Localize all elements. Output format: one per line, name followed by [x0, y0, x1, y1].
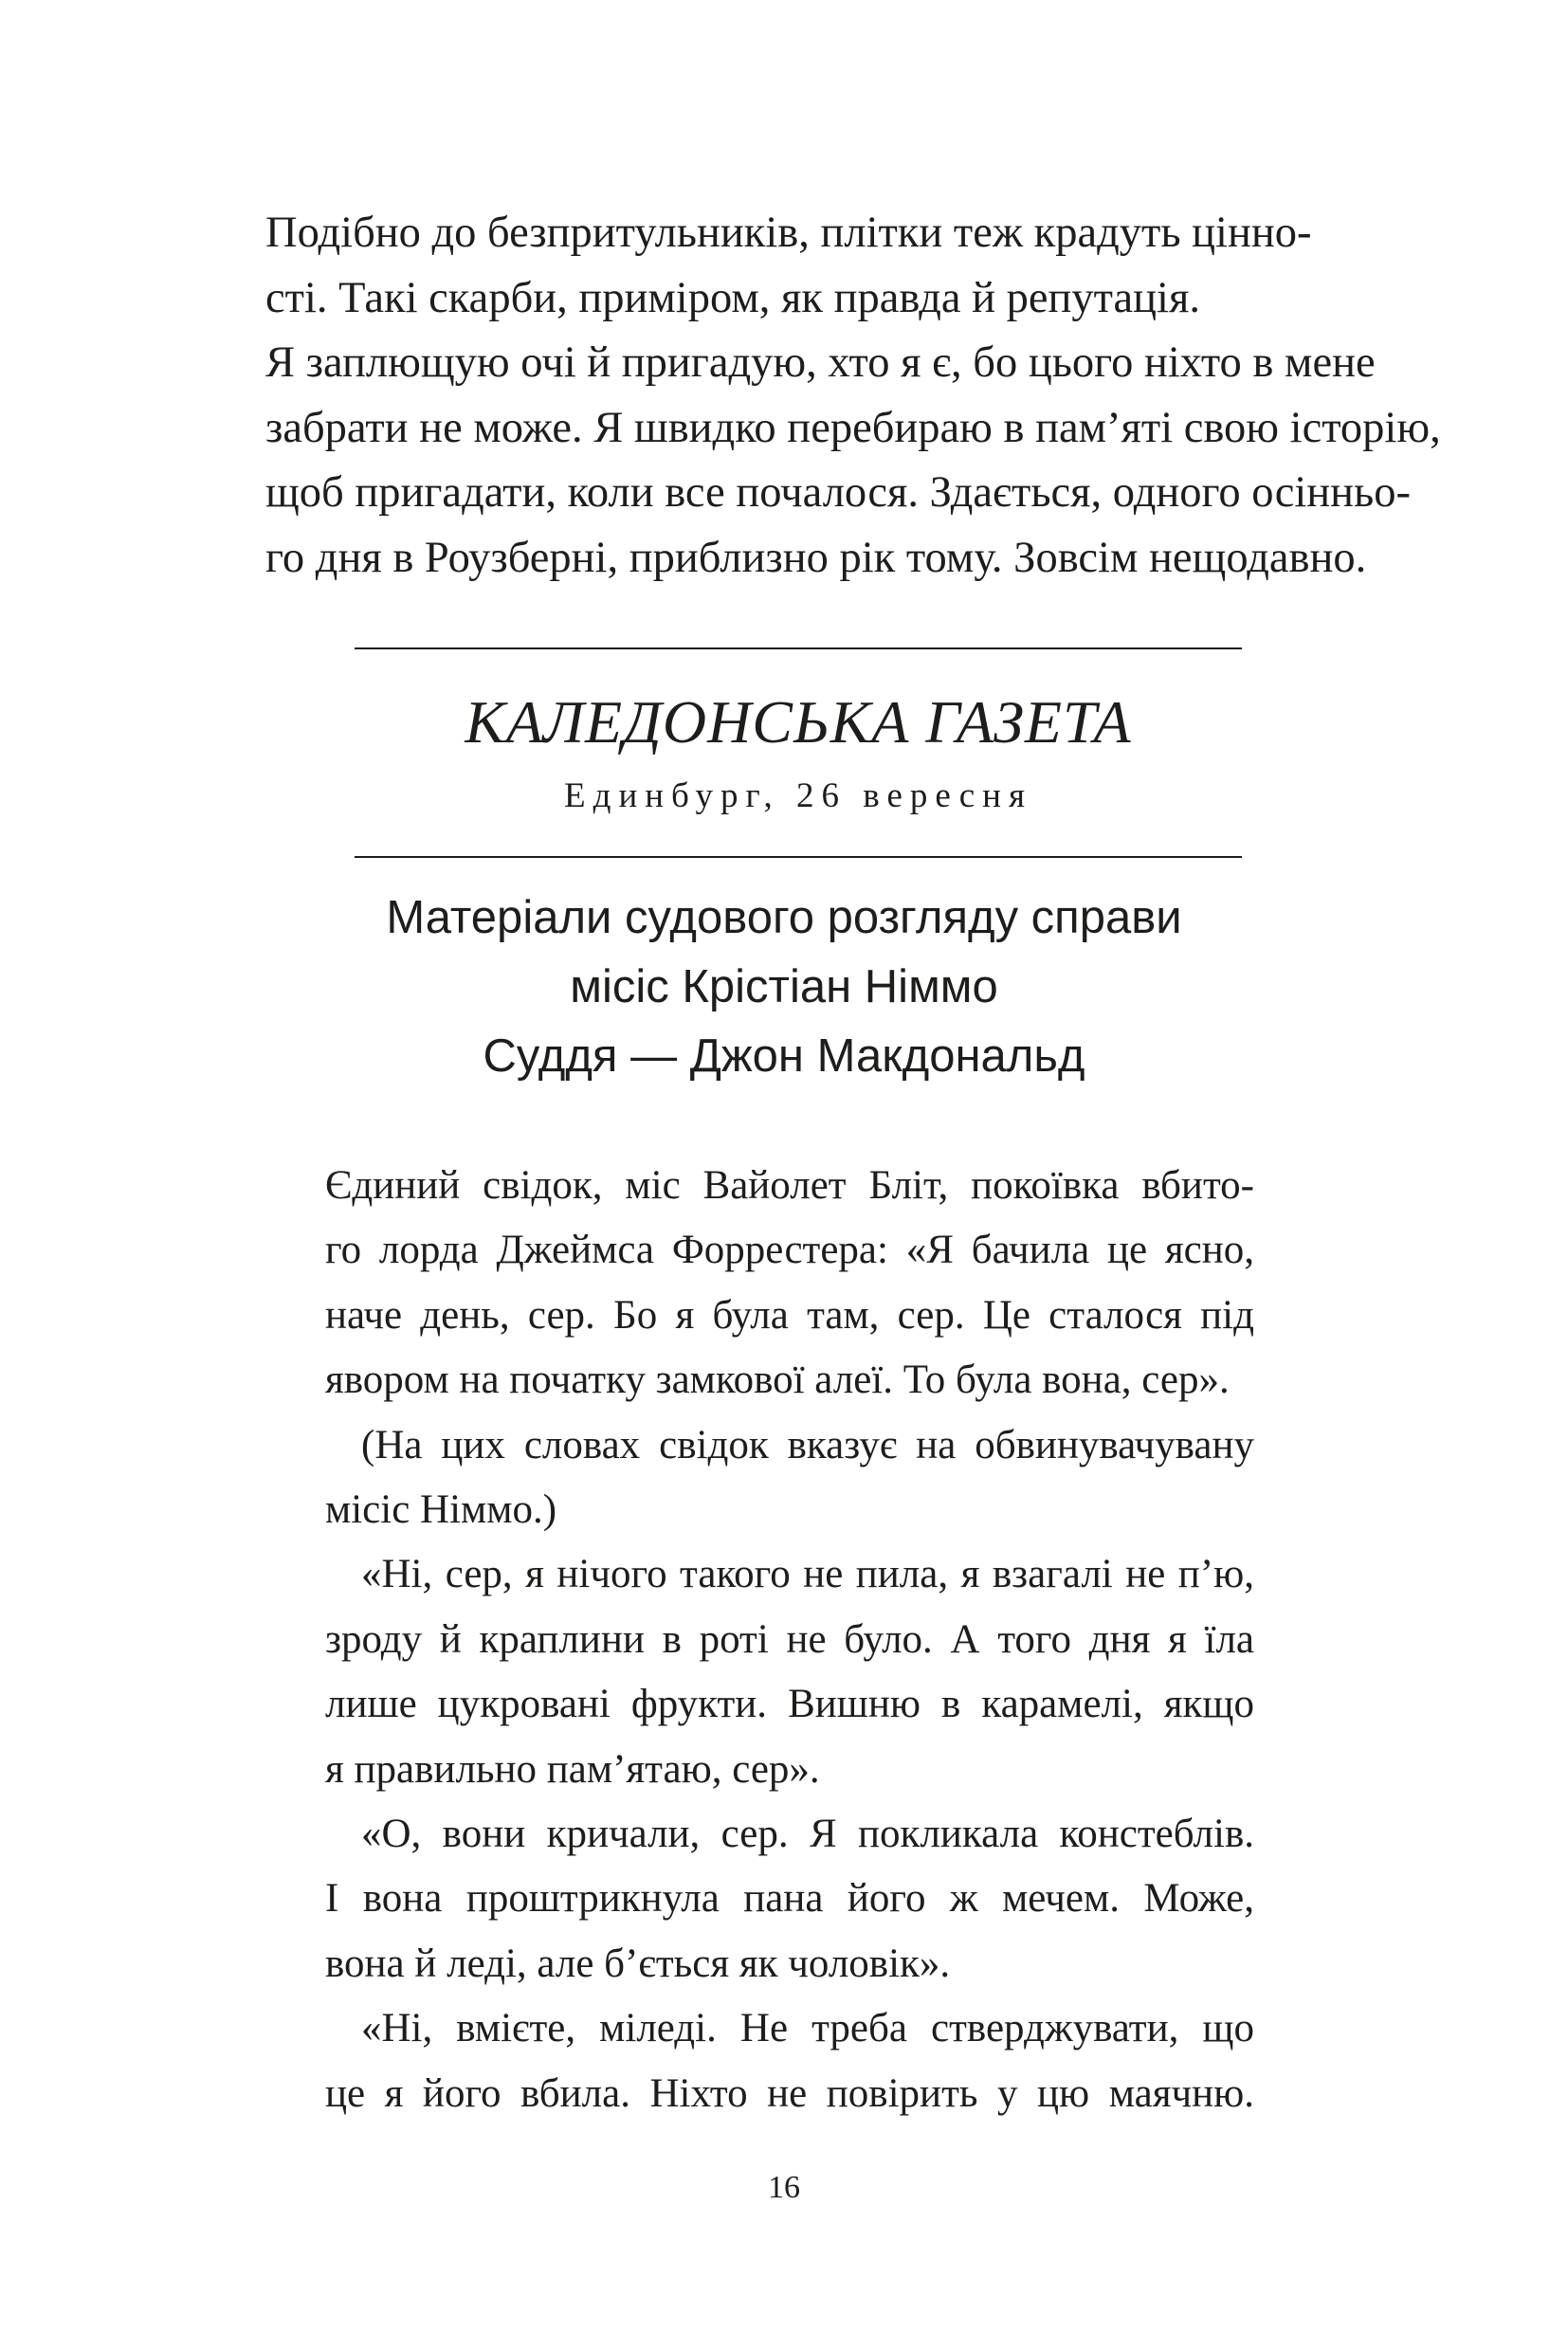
article-line: лише цукровані фрукти. Вишню в карамелі, якщо [325, 1682, 1254, 1727]
intro-line: щоб пригадати, коли все почалося. Здається, одного осінньо- [265, 468, 1411, 517]
newspaper-title: КАЛЕДОНСЬКА ГАЗЕТА [465, 688, 1132, 756]
intro-line: забрати не може. Я швидко перебираю в пам’яті свою історію, [265, 403, 1441, 452]
article-line: І вона проштрикнула пана його ж мечем. Може, [325, 1876, 1254, 1922]
article-line: «Ні, вмієте, міледі. Не треба стверджувати, що [361, 2006, 1254, 2051]
article-line: я правильно пам’ятаю, сер». [325, 1746, 820, 1792]
headline-line: місіс Крістіан Німмо [570, 961, 998, 1012]
article-body [325, 1154, 1254, 2126]
intro-text [265, 201, 1441, 591]
article-line: місіс Німмо.) [325, 1487, 557, 1533]
article-line: явором на початку замкової алеї. То була вона, сер». [325, 1358, 1230, 1403]
article-line: наче день, сер. Бо я була там, сер. Це сталося під [325, 1292, 1254, 1338]
intro-line: Подібно до безпритульників, плітки теж крадуть цінно- [265, 209, 1312, 257]
headline-line: Суддя — Джон Макдональд [483, 1030, 1085, 1082]
article-line: зроду й краплини в роті не було. А того дня я їла [325, 1616, 1254, 1662]
article-headline [284, 884, 1284, 1091]
intro-line: сті. Такі скарби, приміром, як правда й репутація. [265, 273, 1200, 322]
newspaper-dateline: Единбург, 26 вересня [564, 776, 1032, 815]
intro-line: Я заплющую очі й пригадую, хто я є, бо цього ніхто в мене [265, 338, 1376, 387]
article-line: (На цих словах свідок вказує на обвинувачувану [361, 1422, 1254, 1467]
article-line: «О, вони кричали, сер. Я покликала констеблів. [361, 1812, 1254, 1857]
article-line: «Ні, сер, я нічого такого не пила, я взагалі не п’ю, [361, 1552, 1254, 1597]
article-line: Єдиний свідок, міс Вайолет Бліт, покоївка вбито- [325, 1163, 1254, 1208]
page-number: 16 [768, 2170, 800, 2205]
masthead-bottom-rule [355, 856, 1242, 858]
article-line: це я його вбила. Ніхто не повірить у цю маячню. [325, 2070, 1254, 2116]
article-line: вона й леді, але б’ється як чоловік». [325, 1941, 951, 1986]
headline-line: Матеріали судового розгляду справи [386, 892, 1182, 943]
masthead-top-rule [355, 647, 1242, 649]
article-line: го лорда Джеймса Форрестера: «Я бачила це ясно, [325, 1228, 1254, 1273]
intro-line: го дня в Роузберні, приблизно рік тому. Зовсім нещодавно. [265, 533, 1367, 582]
